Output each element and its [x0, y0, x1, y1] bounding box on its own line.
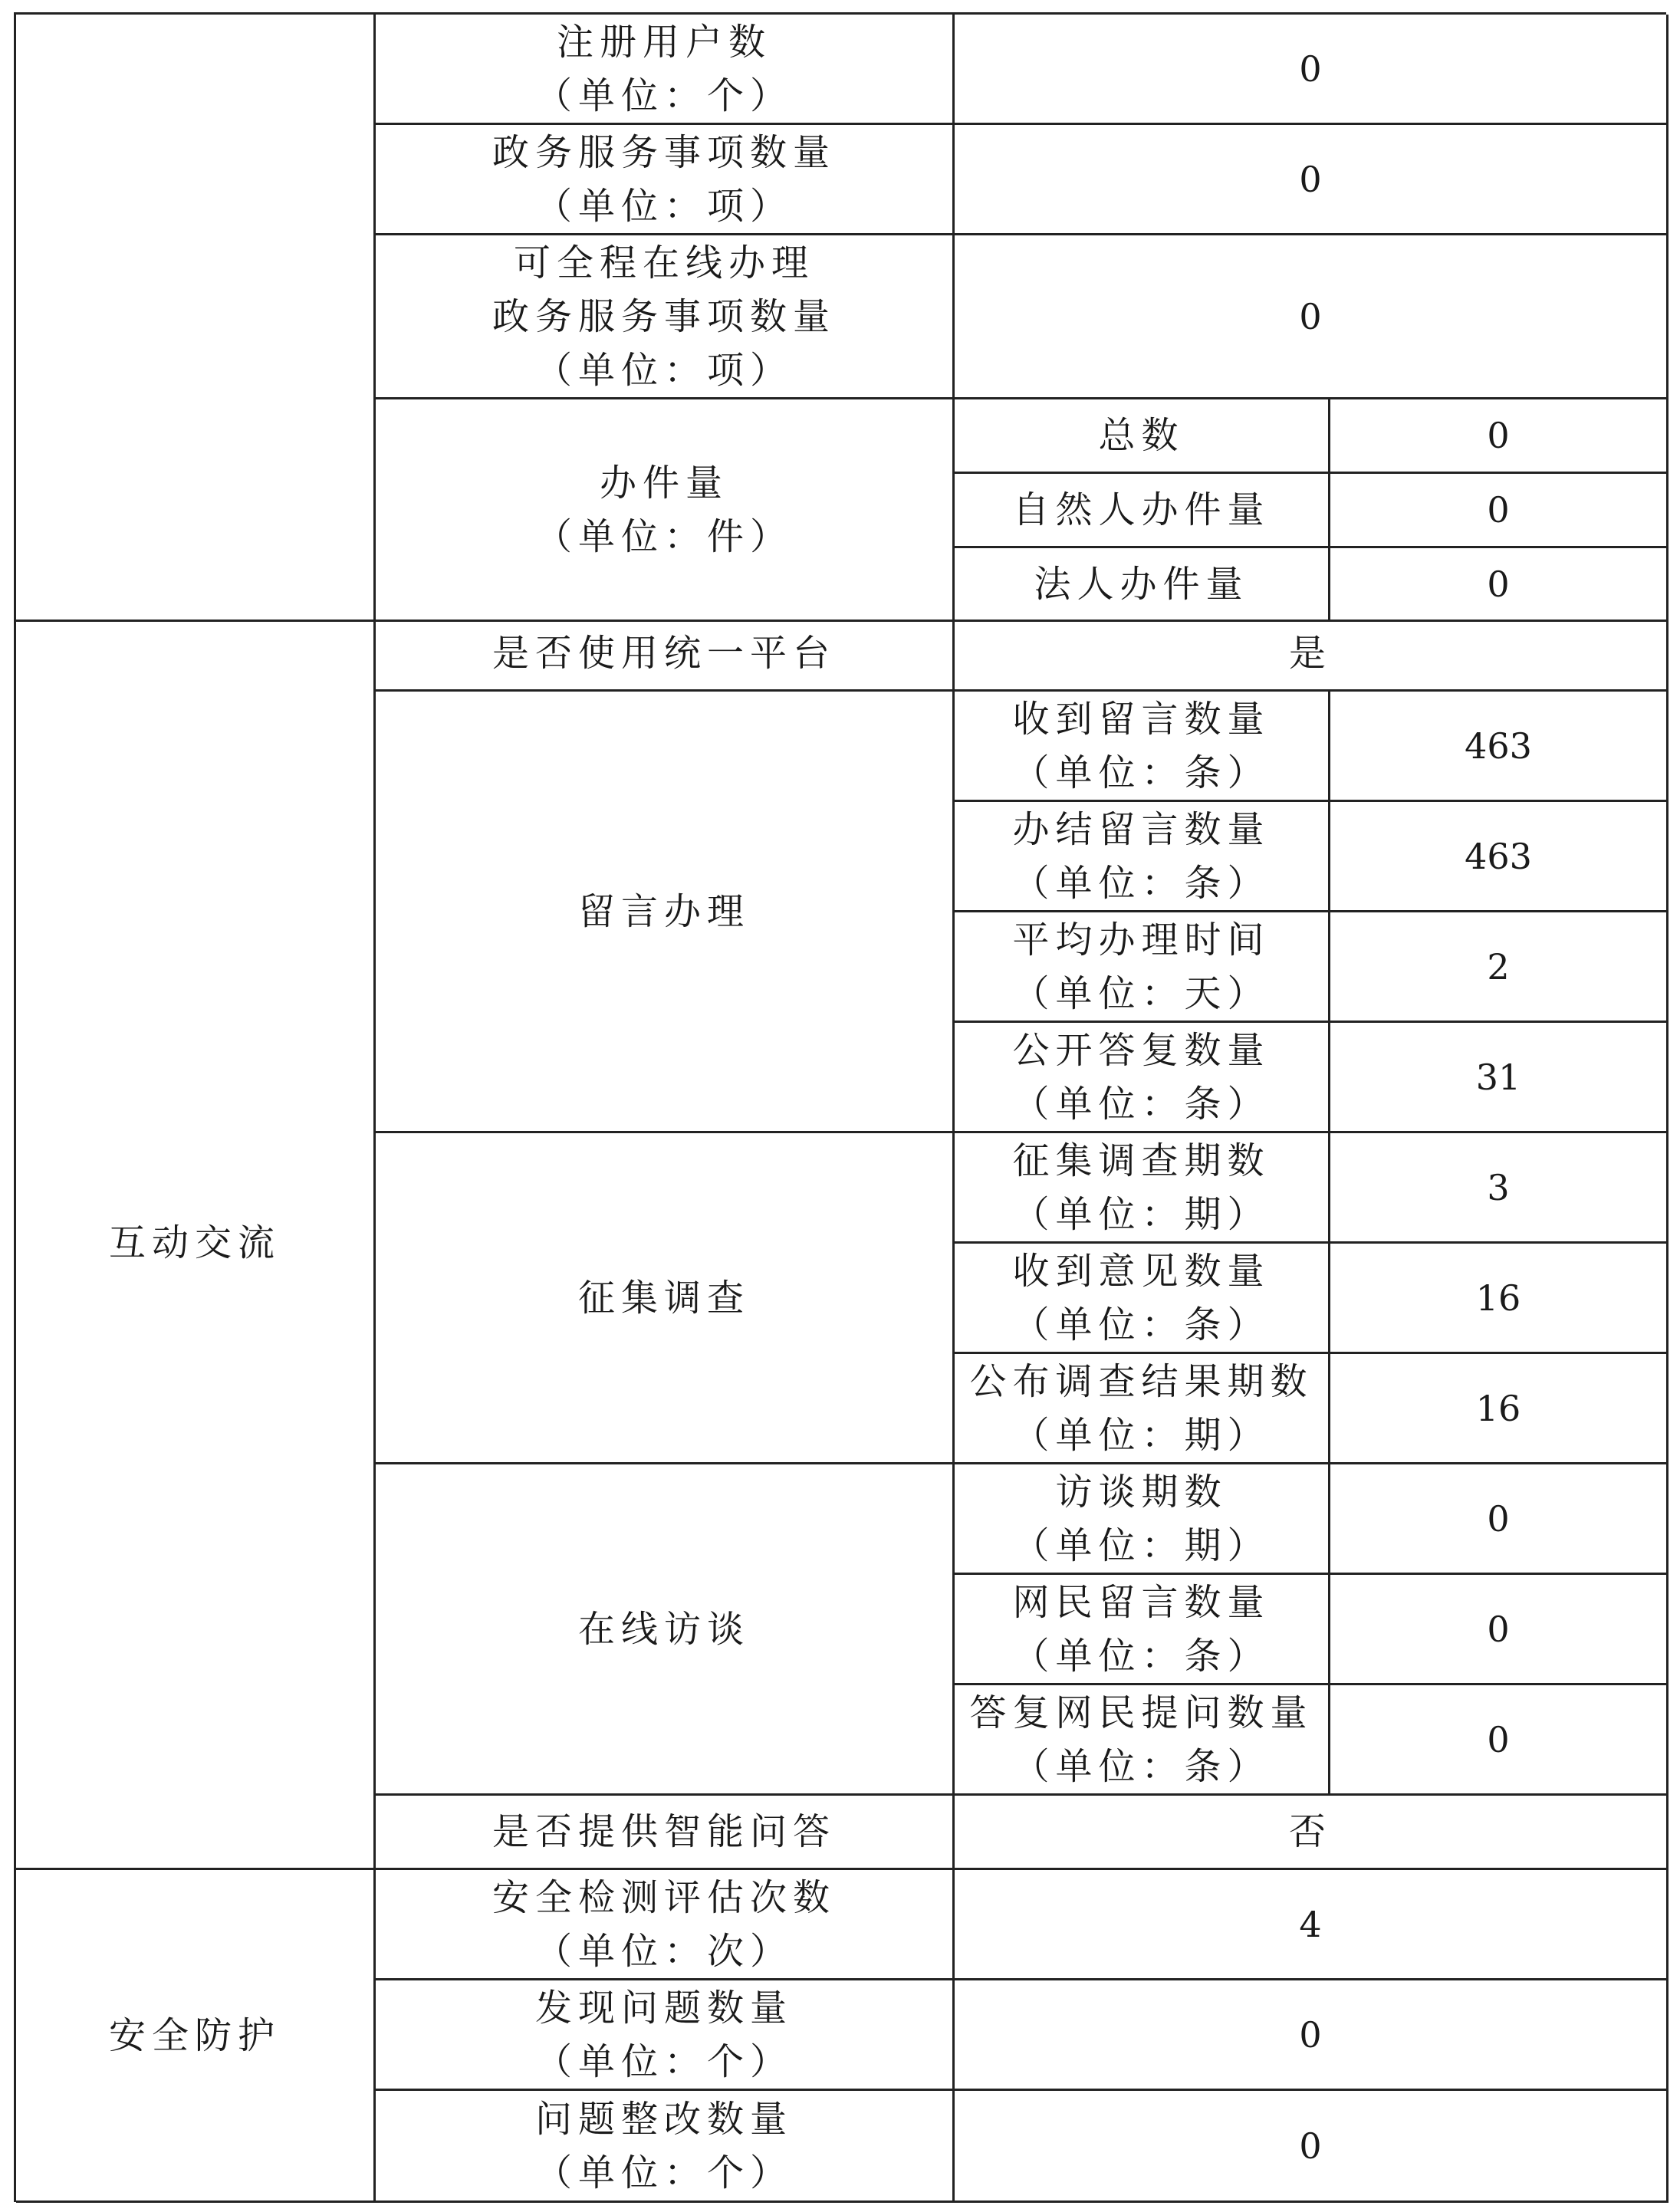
- interaction-category: 互动交流: [16, 617, 376, 1870]
- survey-label: 征集调查: [376, 1133, 955, 1464]
- smart-qa-value: 否: [955, 1796, 1668, 1870]
- messages-avg-time-label: 平均办理时间 （单位：天）: [955, 912, 1330, 1023]
- interview-periods-value: 0: [1330, 1464, 1668, 1575]
- security-assessments-value: 4: [955, 1870, 1668, 1980]
- survey-periods-label: 征集调查期数 （单位：期）: [955, 1133, 1330, 1244]
- messages-completed-value: 463: [1330, 802, 1668, 912]
- security-assessments-label: 安全检测评估次数 （单位：次）: [376, 1870, 955, 1980]
- statistics-table: [14, 12, 1666, 617]
- online-service-items-label: 可全程在线办理 政务服务事项数量 （单位：项）: [376, 235, 955, 399]
- messages-avg-time-value: 2: [1330, 912, 1668, 1023]
- unified-platform-value: 是: [955, 617, 1668, 692]
- interview-replies-label: 答复网民提问数量 （单位：条）: [955, 1685, 1330, 1796]
- case-legal-person-value: 0: [1330, 548, 1668, 622]
- statistics-table-lower: [14, 617, 1666, 2202]
- interview-netizen-messages-value: 0: [1330, 1575, 1668, 1685]
- case-natural-person-value: 0: [1330, 474, 1668, 548]
- interview-netizen-messages-label: 网民留言数量 （单位：条）: [955, 1575, 1330, 1685]
- registered-users-label: 注册用户数 （单位：个）: [376, 15, 955, 125]
- case-natural-person-label: 自然人办件量: [955, 474, 1330, 548]
- online-service-items-value: 0: [955, 235, 1668, 399]
- survey-opinions-label: 收到意见数量 （单位：条）: [955, 1244, 1330, 1354]
- survey-opinions-value: 16: [1330, 1244, 1668, 1354]
- issues-fixed-label: 问题整改数量 （单位：个）: [376, 2091, 955, 2203]
- messages-received-value: 463: [1330, 692, 1668, 802]
- interview-replies-value: 0: [1330, 1685, 1668, 1796]
- interview-periods-label: 访谈期数 （单位：期）: [955, 1464, 1330, 1575]
- case-volume-label: 办件量 （单位：件）: [376, 399, 955, 622]
- case-total-value: 0: [1330, 399, 1668, 474]
- messages-public-replies-label: 公开答复数量 （单位：条）: [955, 1023, 1330, 1133]
- interview-label: 在线访谈: [376, 1464, 955, 1796]
- issues-fixed-value: 0: [955, 2091, 1668, 2203]
- case-legal-person-label: 法人办件量: [955, 548, 1330, 622]
- survey-results-label: 公布调查结果期数 （单位：期）: [955, 1354, 1330, 1464]
- issues-found-label: 发现问题数量 （单位：个）: [376, 1980, 955, 2091]
- category-cell-empty: [16, 15, 376, 622]
- unified-platform-label: 是否使用统一平台: [376, 617, 955, 692]
- smart-qa-label: 是否提供智能问答: [376, 1796, 955, 1870]
- issues-found-value: 0: [955, 1980, 1668, 2091]
- survey-results-value: 16: [1330, 1354, 1668, 1464]
- messages-label: 留言办理: [376, 692, 955, 1133]
- messages-public-replies-value: 31: [1330, 1023, 1668, 1133]
- security-category: 安全防护: [16, 1870, 376, 2203]
- messages-received-label: 收到留言数量 （单位：条）: [955, 692, 1330, 802]
- registered-users-value: 0: [955, 15, 1668, 125]
- case-total-label: 总数: [955, 399, 1330, 474]
- messages-completed-label: 办结留言数量 （单位：条）: [955, 802, 1330, 912]
- service-items-value: 0: [955, 125, 1668, 235]
- service-items-label: 政务服务事项数量 （单位：项）: [376, 125, 955, 235]
- survey-periods-value: 3: [1330, 1133, 1668, 1244]
